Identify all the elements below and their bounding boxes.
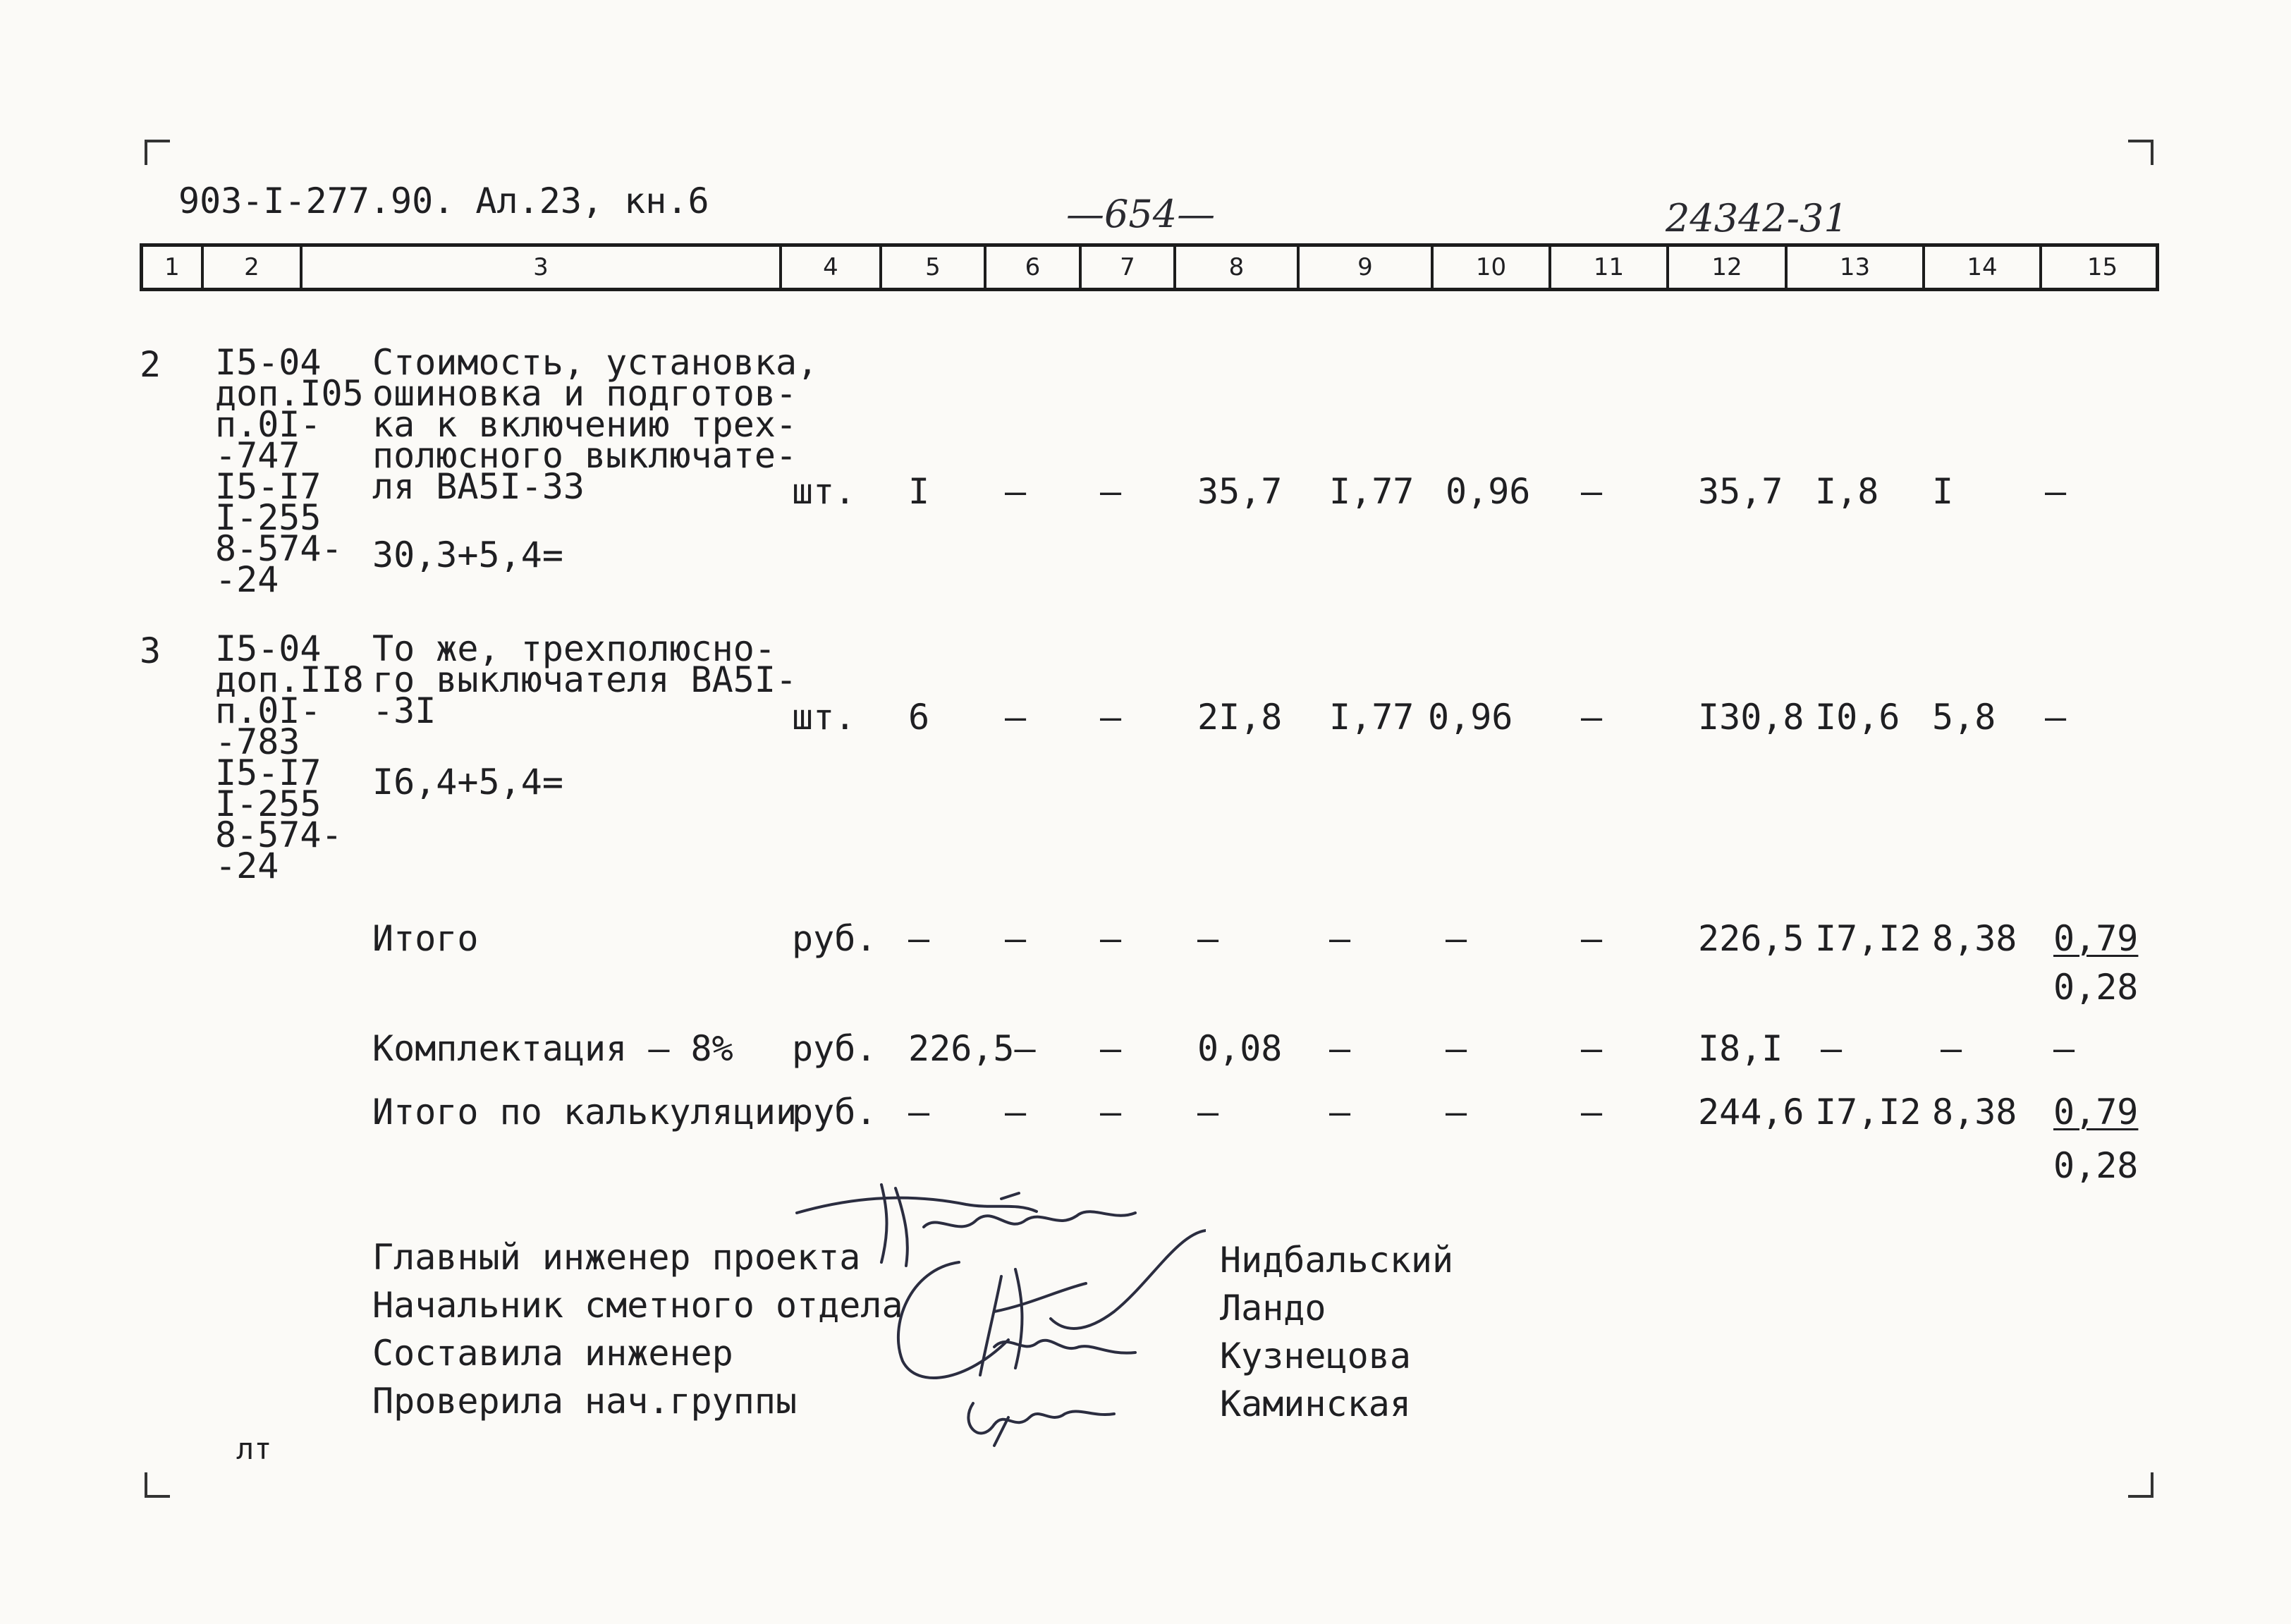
column-header: 13 <box>1785 247 1922 288</box>
signature-stroke <box>994 1341 1135 1353</box>
column-header: 14 <box>1922 247 2039 288</box>
cell-c8: – <box>1197 1092 1219 1132</box>
cell-c8: – <box>1197 918 1219 959</box>
cell-c12: I30,8 <box>1698 697 1804 738</box>
signature-role: Проверила нач.группы <box>372 1381 798 1422</box>
cell-c5: I <box>908 471 930 512</box>
cell-c7: – <box>1100 697 1122 738</box>
signature-stroke <box>924 1211 1135 1227</box>
column-header: 5 <box>879 247 984 288</box>
cell-c7: – <box>1100 471 1122 512</box>
column-header: 2 <box>201 247 300 288</box>
cell-c10: 0,96 <box>1446 471 1531 512</box>
cell-c11: – <box>1581 697 1603 738</box>
cell-c9: – <box>1329 1028 1351 1069</box>
cell-c15-top: 0,79 <box>2053 1092 2139 1132</box>
column-header: 6 <box>984 247 1079 288</box>
price-calculation: 30,3+5,4= <box>372 535 563 575</box>
document-code: 24342-31 <box>1666 196 1848 240</box>
cell-c7: – <box>1100 1092 1122 1132</box>
cell-c13: I0,6 <box>1815 697 1900 738</box>
cell-c15-top: 0,79 <box>2053 918 2139 959</box>
cell-c10: 0,96 <box>1428 697 1513 738</box>
unit: шт. <box>792 471 856 512</box>
cell-c5: 226,5– <box>908 1028 1036 1069</box>
cell-c11: – <box>1581 1028 1603 1069</box>
cell-c8: 35,7 <box>1197 471 1283 512</box>
cell-c7: – <box>1100 918 1122 959</box>
column-header: 7 <box>1079 247 1173 288</box>
cell-c6: – <box>1005 918 1027 959</box>
signature-stroke <box>1051 1231 1206 1329</box>
column-header: 11 <box>1548 247 1666 288</box>
column-header: 3 <box>300 247 779 288</box>
cell-c13: I7,I2 <box>1815 1092 1922 1132</box>
cell-c5: – <box>908 1092 930 1132</box>
page-number: —654— <box>1066 192 1216 236</box>
cell-c15-bottom: 0,28 <box>2053 967 2139 1008</box>
cell-c13: I7,I2 <box>1815 918 1922 959</box>
cell-c15: – <box>2045 471 2067 512</box>
signature-name: Ландо <box>1220 1288 1326 1329</box>
corner-mark-bottom-left <box>145 1472 170 1498</box>
footer-mark: лт <box>236 1431 272 1466</box>
signature-role: Начальник сметного отдела <box>372 1285 903 1326</box>
row-number: 2 <box>140 344 161 385</box>
column-header: 9 <box>1297 247 1431 288</box>
norm-code: I5-04 доп.I05 п.0I- -747 I5-I7 I-255 8-574- -24 <box>215 342 364 600</box>
cell-c6: – <box>1005 1092 1027 1132</box>
norm-code: I5-04 доп.II8 п.0I- -783 I5-I7 I-255 8-574- -24 <box>215 628 364 886</box>
unit: шт. <box>792 697 856 738</box>
document-reference: 903-I-277.90. Ал.23, кн.6 <box>178 181 709 221</box>
total-label: Итого по калькуляции <box>372 1092 798 1132</box>
cell-c5: 6 <box>908 697 930 738</box>
cell-c9: – <box>1329 1092 1351 1132</box>
cell-c11: – <box>1581 471 1603 512</box>
column-header: 8 <box>1173 247 1297 288</box>
price-calculation: I6,4+5,4= <box>372 762 563 802</box>
cell-c10: – <box>1446 918 1467 959</box>
cell-c14: – <box>1941 1028 1962 1069</box>
column-header: 4 <box>779 247 879 288</box>
cell-c14: 5,8 <box>1932 697 1996 738</box>
unit: руб. <box>792 1092 877 1132</box>
cell-c12: 35,7 <box>1698 471 1783 512</box>
cell-c14: 8,38 <box>1932 1092 2017 1132</box>
column-header: 1 <box>164 253 180 281</box>
cell-c11: – <box>1581 1092 1603 1132</box>
column-header: 15 <box>2039 247 2163 288</box>
signature-name: Кузнецова <box>1220 1336 1411 1376</box>
cell-c9: – <box>1329 918 1351 959</box>
cell-c14: 8,38 <box>1932 918 2017 959</box>
signature-name: Нидбальский <box>1220 1240 1454 1281</box>
cell-c12: I8,I <box>1698 1028 1783 1069</box>
cell-c8: 2I,8 <box>1197 697 1283 738</box>
cell-c10: – <box>1446 1028 1467 1069</box>
column-header: 10 <box>1431 247 1548 288</box>
signature-stroke <box>968 1403 1114 1433</box>
signature-role: Составила инженер <box>372 1333 733 1374</box>
cell-c6: – <box>1005 471 1027 512</box>
signature-role: Главный инженер проекта <box>372 1237 861 1278</box>
column-number-strip <box>140 243 2159 291</box>
signature-stroke <box>1001 1193 1019 1199</box>
signature-stroke <box>980 1269 1086 1375</box>
cell-c5: – <box>908 918 930 959</box>
total-label: Итого <box>372 918 479 959</box>
corner-mark-bottom-right <box>2128 1472 2153 1498</box>
signature-name: Каминская <box>1220 1384 1411 1424</box>
corner-mark-top-left <box>145 140 170 165</box>
cell-c8: 0,08 <box>1197 1028 1283 1069</box>
work-description: То же, трехполюсно- го выключателя ВА5I- -3I <box>372 628 798 731</box>
unit: руб. <box>792 1028 877 1069</box>
unit: руб. <box>792 918 877 959</box>
cell-c15-bottom: 0,28 <box>2053 1145 2139 1186</box>
cell-c15-top: – <box>2053 1028 2075 1069</box>
cell-c14: I <box>1932 471 1954 512</box>
cell-c9: I,77 <box>1329 697 1415 738</box>
cell-c13: I,8 <box>1815 471 1879 512</box>
total-label: Комплектация – 8% <box>372 1028 733 1069</box>
signature-stroke <box>797 1198 1037 1213</box>
work-description: Стоимость, установка, ошиновка и подготов- ка к включению трех- полюсного выключате- ля ВА5I-33 <box>372 342 819 507</box>
column-header: 12 <box>1666 247 1785 288</box>
cell-c15: – <box>2045 697 2067 738</box>
cell-c10: – <box>1446 1092 1467 1132</box>
cell-c12: 226,5 <box>1698 918 1804 959</box>
corner-mark-top-right <box>2128 140 2153 165</box>
cell-c9: I,77 <box>1329 471 1415 512</box>
cell-c7: – <box>1100 1028 1122 1069</box>
cell-c6: – <box>1005 697 1027 738</box>
cell-c13: – <box>1821 1028 1843 1069</box>
row-number: 3 <box>140 630 161 671</box>
handwritten-signatures <box>783 1171 1206 1467</box>
cell-c11: – <box>1581 918 1603 959</box>
cell-c12: 244,6 <box>1698 1092 1804 1132</box>
